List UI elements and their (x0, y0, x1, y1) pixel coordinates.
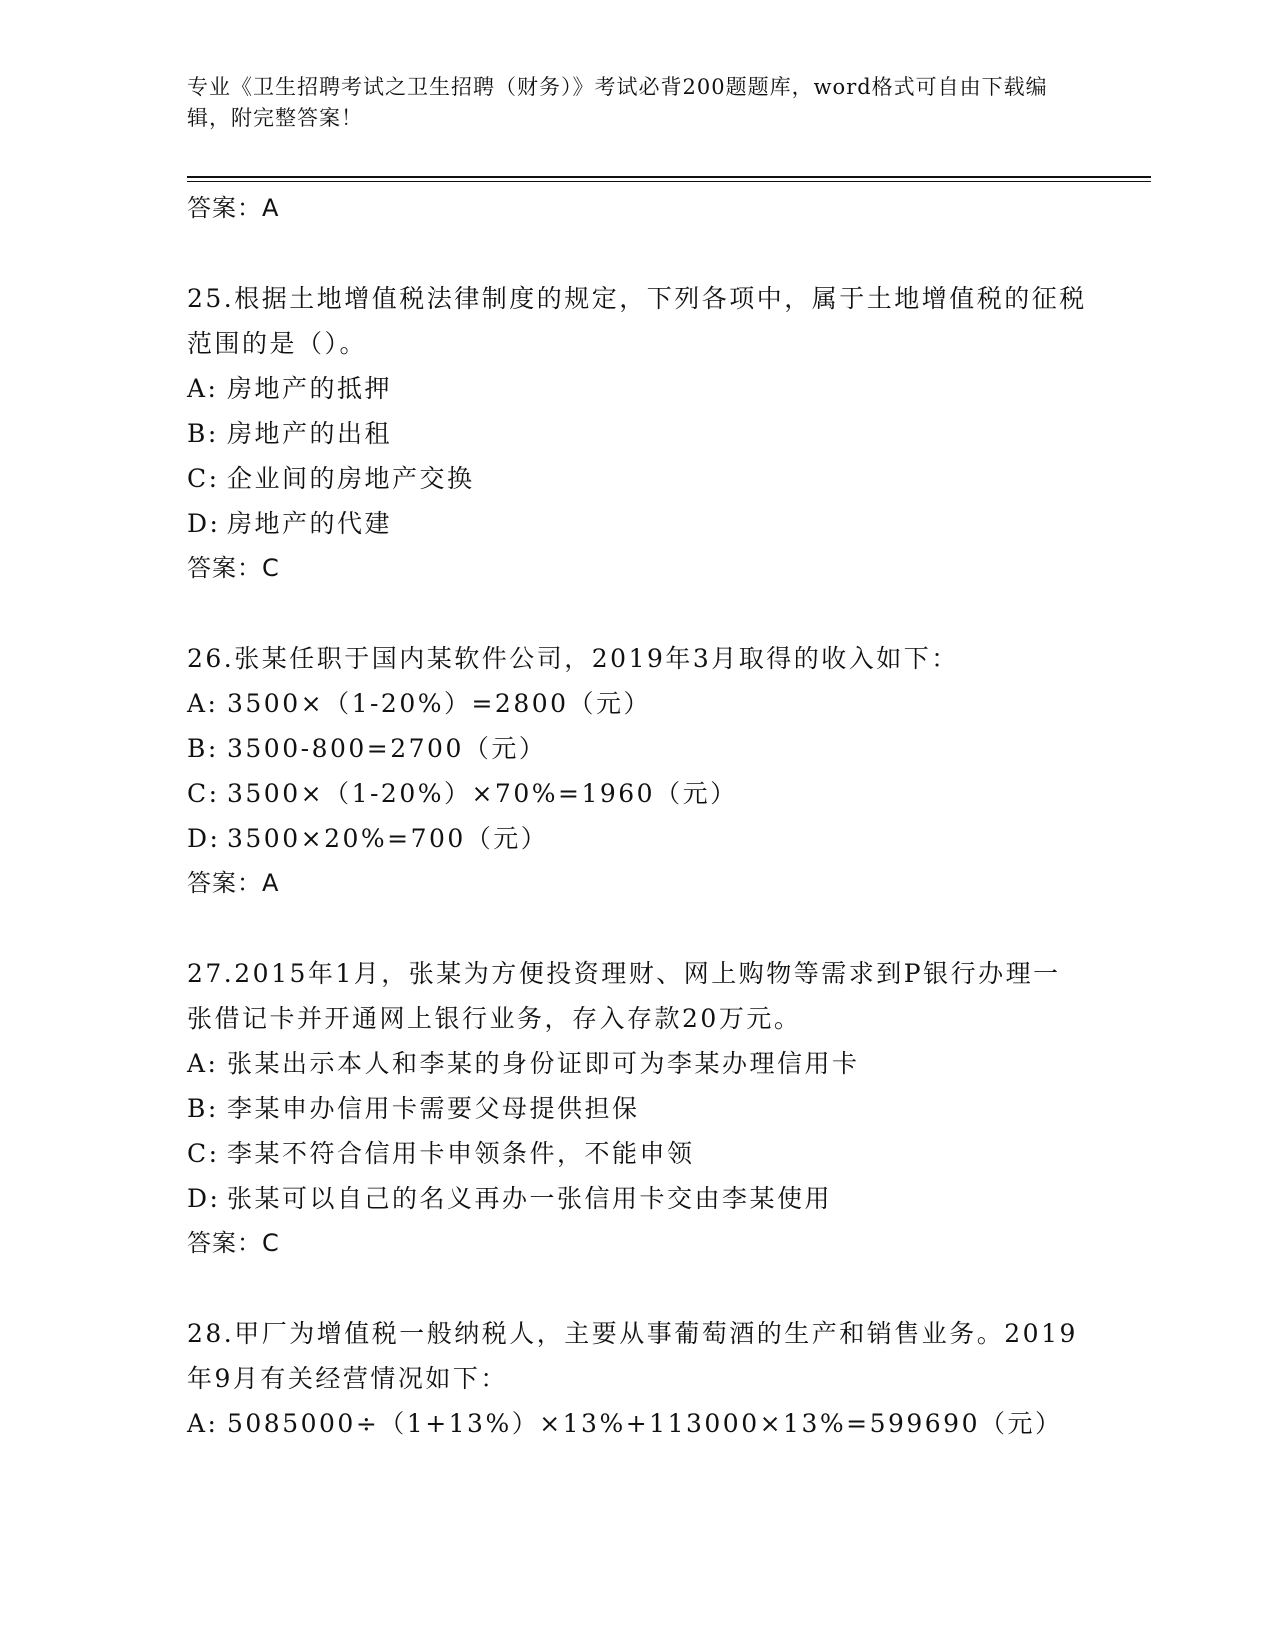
option-b (187, 411, 1087, 456)
header-rule-thick (187, 176, 1151, 178)
answer-line: 答案：C (187, 1229, 280, 1257)
answer-line: 答案：C (187, 554, 280, 582)
option-text: 3500-800=2700（元） (227, 734, 547, 763)
option-d (187, 1176, 1087, 1221)
question-stem: 27.2015年1月，张某为方便投资理财、网上购物等需求到P银行办理一张借记卡并开通网上银行业务，存入存款20万元。 (187, 959, 1061, 1033)
option-text: 5085000÷（1+13%）×13%+113000×13%=599690（元） (227, 1409, 1063, 1438)
option-label: D: (187, 1184, 221, 1213)
option-b (187, 1086, 1087, 1131)
question-28 (187, 1311, 1087, 1446)
document-body (187, 186, 1087, 1446)
option-label: A: (187, 1049, 219, 1078)
option-text: 房地产的代建 (227, 509, 393, 538)
option-text: 张某出示本人和李某的身份证即可为李某办理信用卡 (227, 1049, 860, 1078)
question-stem: 28.甲厂为增值税一般纳税人，主要从事葡萄酒的生产和销售业务。2019年9月有关经营情况如下： (187, 1319, 1078, 1393)
header-rule-thin (187, 181, 1151, 182)
option-a (187, 681, 1087, 726)
option-d (187, 816, 1087, 861)
document-header: 专业《卫生招聘考试之卫生招聘（财务）》考试必背200题题库，word格式可自由下载编辑，附完整答案！ (187, 75, 1048, 130)
option-label: D: (187, 509, 221, 538)
question-27 (187, 951, 1087, 1266)
option-text: 张某可以自己的名义再办一张信用卡交由李某使用 (227, 1184, 833, 1213)
option-text: 李某申办信用卡需要父母提供担保 (227, 1094, 640, 1123)
option-c (187, 1131, 1087, 1176)
question-stem: 25.根据土地增值税法律制度的规定，下列各项中，属于土地增值税的征税范围的是（）。 (187, 284, 1087, 358)
answer-line: 答案：A (187, 869, 280, 897)
option-label: C: (187, 464, 220, 493)
option-b (187, 726, 1087, 771)
option-c (187, 771, 1087, 816)
option-label: B: (187, 734, 219, 763)
option-text: 3500×（1-20%）=2800（元） (227, 689, 652, 718)
question-26 (187, 636, 1087, 906)
option-text: 3500×（1-20%）×70%=1960（元） (227, 779, 738, 808)
option-label: A: (187, 1409, 219, 1438)
option-label: B: (187, 1094, 219, 1123)
option-label: C: (187, 779, 220, 808)
question-25 (187, 276, 1087, 591)
option-label: A: (187, 689, 219, 718)
option-label: A: (187, 374, 219, 403)
option-a (187, 1401, 1087, 1446)
option-label: B: (187, 419, 219, 448)
option-text: 房地产的出租 (227, 419, 393, 448)
option-c (187, 456, 1087, 501)
option-text: 企业间的房地产交换 (227, 464, 475, 493)
option-text: 李某不符合信用卡申领条件，不能申领 (227, 1139, 695, 1168)
option-a (187, 366, 1087, 411)
option-label: C: (187, 1139, 220, 1168)
option-d (187, 501, 1087, 546)
answer-line: 答案：A (187, 194, 280, 222)
question-stem: 26.张某任职于国内某软件公司，2019年3月取得的收入如下： (187, 644, 959, 673)
option-text: 3500×20%=700（元） (227, 824, 549, 853)
option-text: 房地产的抵押 (227, 374, 393, 403)
option-a (187, 1041, 1087, 1086)
option-label: D: (187, 824, 221, 853)
